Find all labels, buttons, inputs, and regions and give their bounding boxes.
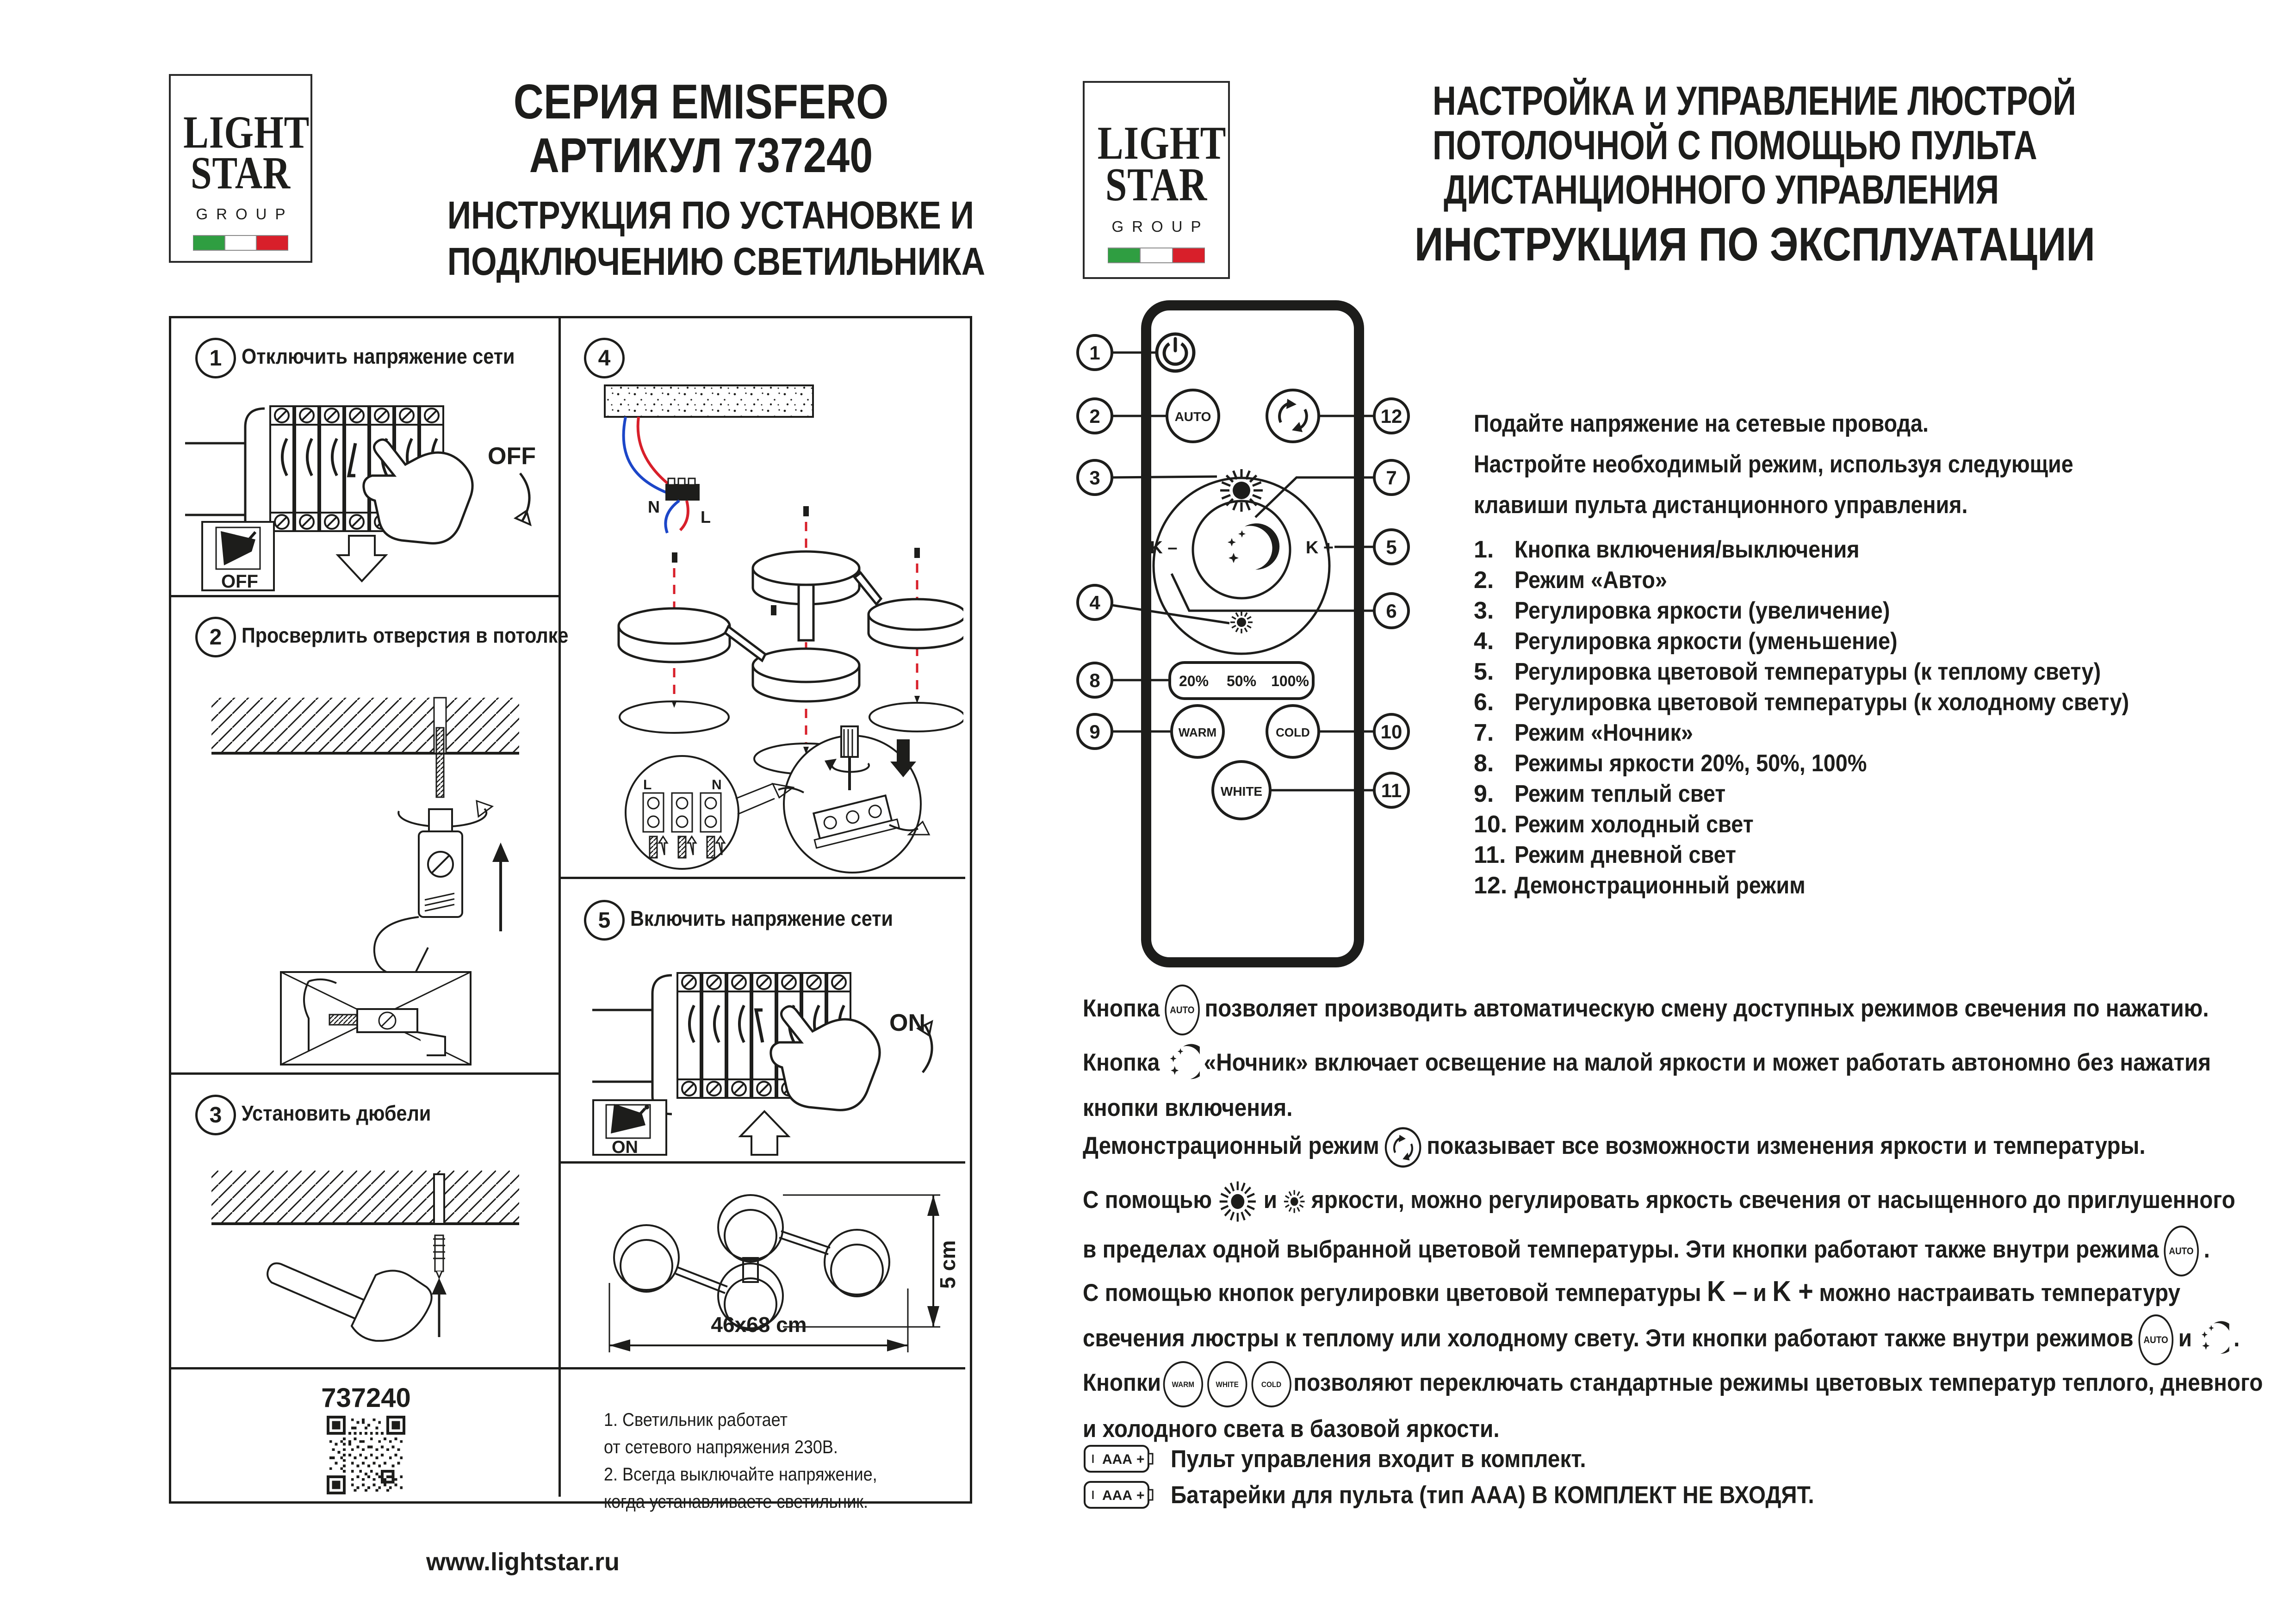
svg-text:2: 2 <box>1089 405 1100 427</box>
list-item: 12. Демонстрационный режим <box>1474 872 1806 899</box>
svg-text:8: 8 <box>1089 669 1100 691</box>
flag-green <box>193 235 225 251</box>
svg-text:+: + <box>1136 1452 1145 1467</box>
inset-n-label: N <box>712 777 722 793</box>
logo-group: GROUP <box>196 205 294 223</box>
aaa-battery-icon <box>1083 1479 1157 1511</box>
svg-text:20%: 20% <box>1179 673 1209 689</box>
up-arrow <box>740 1111 788 1155</box>
button-legend-list <box>1474 536 2214 902</box>
step-5-number: 5 <box>584 900 625 941</box>
step-1-number: 1 <box>195 338 236 378</box>
on-switch-text: ON <box>612 1138 638 1157</box>
kit-text: Батарейки для пульта (тип ААА) В КОМПЛЕКТ НЕ ВХОДЯТ. <box>1171 1481 1814 1509</box>
warm-icon: WARM <box>1163 1361 1203 1407</box>
height-dimension: 5 cm <box>936 1240 960 1289</box>
flag-green <box>1108 248 1140 263</box>
logo-star: STAR <box>191 147 291 198</box>
step-2-label: Просверлить отверстия в потолке <box>242 623 569 647</box>
svg-text:100%: 100% <box>1271 673 1309 689</box>
inset-l-label: L <box>643 777 652 793</box>
auto-icon: AUTO <box>2138 1314 2173 1365</box>
remote-control-diagram <box>1050 296 1434 976</box>
step-5-breaker-on-illustration <box>565 961 963 1158</box>
list-item: 11. Режим дневной свет <box>1474 842 1736 868</box>
intro-paragraph: Подайте напряжение на сетевые провода. Настройте необходимый режим, используя следующие клавиши пульта дистанционного управления. <box>1474 410 2073 519</box>
step-1-breaker-off-illustration <box>177 383 554 591</box>
subtitle-line2: ПОДКЛЮЧЕНИЮ СВЕТИЛЬНИКА <box>447 240 986 283</box>
operation-title: ИНСТРУКЦИЯ ПО ЭКСПЛУАТАЦИИ <box>1415 218 2095 271</box>
article-number: 737240 <box>321 1383 411 1413</box>
svg-text:6: 6 <box>1386 600 1397 622</box>
svg-text:4: 4 <box>1089 592 1100 613</box>
paragraph-demo-mode: Демонстрационный режим показывает все возможности изменения яркости и температуры. <box>1083 1124 2264 1169</box>
wire-l-label: L <box>701 508 711 527</box>
left-page-subtitle <box>403 192 999 285</box>
paragraph-brightness: С помощью и яркости, можно регулировать яркость свечения от насыщенного до приглушенного в пределах одной выбранной цветовой температуры. Эти кнопки работают также внутри режима AUTO . <box>1083 1177 2296 1276</box>
svg-text:3: 3 <box>1089 467 1100 489</box>
step-5-label: Включить напряжение сети <box>630 906 893 930</box>
list-item: 5. Регулировка цветовой температуры (к теплому свету) <box>1474 658 2101 685</box>
down-arrow <box>338 536 386 581</box>
right-page-title <box>1360 79 2082 212</box>
lightstar-logo-right <box>1083 81 1230 279</box>
list-item: 8. Режимы яркости 20%, 50%, 100% <box>1474 750 1867 777</box>
safety-notes: 1. Светильник работает от сетевого напряжения 230В. 2. Всегда выключайте напряжение, когда устанавливаете светильник. <box>604 1410 877 1512</box>
hammer <box>267 1264 432 1341</box>
step-4-number: 4 <box>584 338 625 378</box>
table-line-h2 <box>171 1072 561 1075</box>
flag-white <box>1140 248 1173 263</box>
svg-text:7: 7 <box>1386 467 1397 489</box>
k-plus-button: K + <box>1305 538 1334 558</box>
list-item: 1. Кнопка включения/выключения <box>1474 536 1860 563</box>
step-3-dowel-hammer-illustration <box>177 1157 554 1363</box>
svg-text:COLD: COLD <box>1276 725 1310 739</box>
list-item: 3. Регулировка яркости (увеличение) <box>1474 597 1890 624</box>
brightness-up-icon <box>1220 469 1263 512</box>
list-item: 6. Регулировка цветовой температуры (к холодному свету) <box>1474 689 2129 716</box>
off-switch-text: OFF <box>221 571 258 591</box>
moon-icon <box>1164 1042 1199 1086</box>
logo-star: STAR <box>1105 158 1208 211</box>
off-text: OFF <box>488 443 536 470</box>
list-item: 10. Режим холодный свет <box>1474 811 1754 838</box>
flag-white <box>225 235 257 251</box>
svg-text:10: 10 <box>1380 721 1402 743</box>
k-plus-token: K + <box>1772 1276 1813 1307</box>
website-url: www.lightstar.ru <box>426 1548 620 1576</box>
width-dimension: 46x68 cm <box>711 1313 807 1337</box>
paragraph-auto: Кнопка AUTO позволяет производить автоматическую смену доступных режимов свечения по нажатию. <box>1083 985 2296 1035</box>
svg-text:11: 11 <box>1381 780 1402 801</box>
power-button <box>1157 334 1194 371</box>
table-line-h3 <box>171 1367 965 1369</box>
logo-light: LIGHT <box>183 106 310 158</box>
table-divider-vertical <box>558 318 561 1497</box>
kit-text: Пульт управления входит в комплект. <box>1171 1445 1586 1473</box>
white-icon: WHITE <box>1207 1361 1247 1407</box>
step-1-label: Отключить напряжение сети <box>242 344 515 368</box>
svg-text:50%: 50% <box>1226 673 1257 689</box>
svg-text:AAA: AAA <box>1102 1488 1132 1503</box>
flag-red <box>256 235 288 251</box>
step-4-mounting-illustration <box>565 374 963 873</box>
brightness-down-icon <box>1281 1187 1307 1216</box>
k-minus-button: K – <box>1150 538 1178 558</box>
svg-text:AUTO: AUTO <box>1174 409 1211 424</box>
moon-icon <box>2196 1319 2229 1361</box>
qr-code <box>327 1416 405 1494</box>
svg-text:1: 1 <box>1089 342 1100 364</box>
title-line2: ПОТОЛОЧНОЙ С ПОМОЩЬЮ ПУЛЬТА <box>1433 122 2037 168</box>
list-item: 2. Режим «Авто» <box>1474 567 1667 594</box>
brightness-up-icon <box>1216 1177 1260 1226</box>
step-2-number: 2 <box>195 617 236 657</box>
demo-button <box>1267 390 1319 442</box>
installation-steps-table <box>169 316 972 1512</box>
table-line-h1 <box>171 595 561 597</box>
step-3-number: 3 <box>195 1095 236 1135</box>
right-page-subtitle <box>1360 217 2095 272</box>
article-title: АРТИКУЛ 737240 <box>529 128 873 183</box>
dimensions-drawing <box>565 1167 963 1364</box>
title-line3: ДИСТАНЦИОННОГО УПРАВЛЕНИЯ <box>1443 167 1999 212</box>
svg-text:9: 9 <box>1089 721 1100 743</box>
title-line1: НАСТРОЙКА И УПРАВЛЕНИЕ ЛЮСТРОЙ <box>1433 78 2076 124</box>
table-line-h4 <box>558 877 965 879</box>
italian-flag <box>193 235 288 251</box>
auto-icon: AUTO <box>2164 1226 2199 1276</box>
cold-icon: COLD <box>1251 1361 1291 1407</box>
step-2-drill-illustration <box>177 672 554 1068</box>
left-page-title <box>403 75 999 182</box>
paragraph-presets: Кнопки WARM WHITE COLD позволяют переключать стандартные режимы цветовых температур теплого, дневного и холодного света в базовой яркости. <box>1083 1361 2296 1450</box>
wire-n-label: N <box>648 497 660 516</box>
table-line-h5 <box>558 1161 965 1164</box>
demo-recycle-icon <box>1384 1126 1423 1169</box>
paragraph-night-mode: Кнопка «Ночник» включает освещение на малой яркости и может работать автономно без нажатия кнопки включения. <box>1083 1041 2296 1129</box>
svg-text:WHITE: WHITE <box>1220 784 1263 799</box>
auto-icon: AUTO <box>1165 985 1200 1035</box>
subtitle-line1: ИНСТРУКЦИЯ ПО УСТАНОВКЕ И <box>447 193 974 237</box>
lightstar-logo-left <box>169 74 312 263</box>
logo-light: LIGHT <box>1097 117 1227 169</box>
kit-row-remote <box>1083 1443 1632 1475</box>
flag-red <box>1173 248 1205 263</box>
aaa-battery-icon <box>1083 1443 1157 1475</box>
svg-text:AAA: AAA <box>1102 1452 1132 1467</box>
series-title: СЕРИЯ EMISFERO <box>513 74 889 129</box>
step-3-label: Установить дюбели <box>242 1101 431 1125</box>
svg-text:5: 5 <box>1386 536 1397 558</box>
k-minus-token: K – <box>1707 1276 1747 1307</box>
kit-row-batteries <box>1083 1479 1886 1511</box>
svg-text:+: + <box>1136 1488 1145 1503</box>
list-item: 4. Регулировка яркости (уменьшение) <box>1474 628 1898 655</box>
svg-text:WARM: WARM <box>1178 725 1217 739</box>
italian-flag <box>1108 248 1205 263</box>
list-item: 7. Режим «Ночник» <box>1474 719 1693 746</box>
on-text: ON <box>889 1010 925 1036</box>
logo-group: GROUP <box>1111 217 1210 235</box>
svg-text:12: 12 <box>1380 405 1402 427</box>
list-item: 9. Режим теплый свет <box>1474 781 1726 807</box>
paragraph-color-temperature: С помощью кнопок регулировки цветовой температуры K – и K + можно настраивать температуру свечения люстры к теплому или холодному свету. Эти кнопки работают также внутри режимов AUTO и . <box>1083 1270 2296 1365</box>
